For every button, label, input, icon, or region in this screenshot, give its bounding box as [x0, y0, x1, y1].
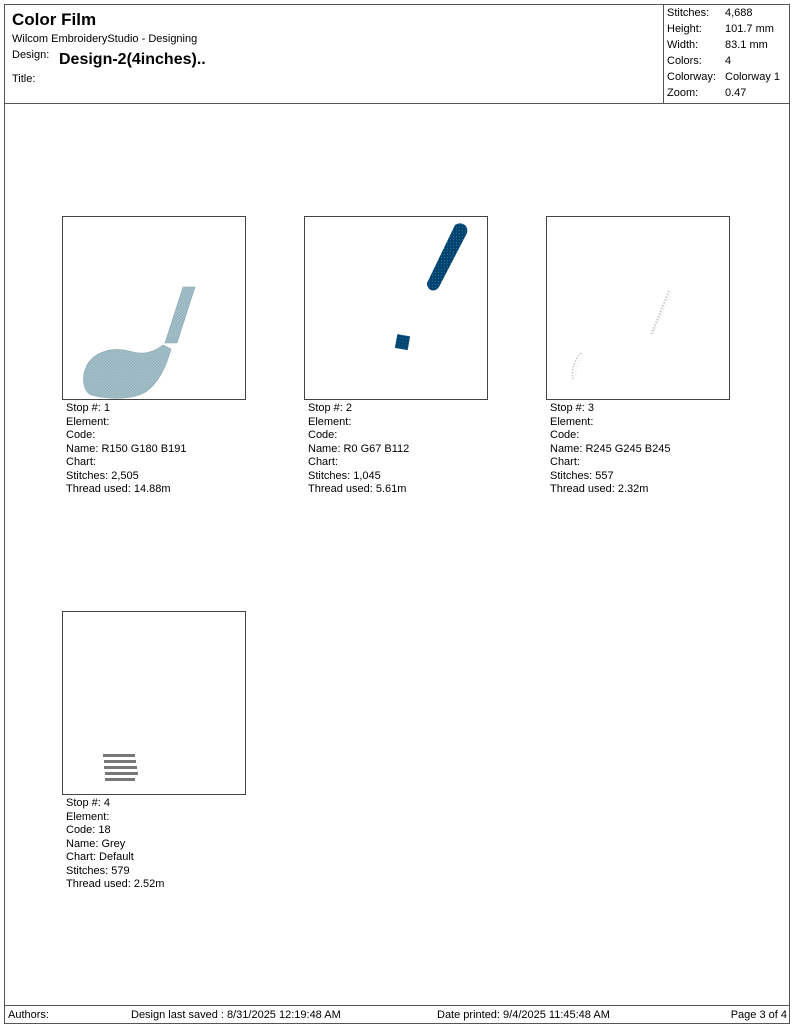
stat-label: Colorway: — [667, 71, 716, 83]
stop-code: Code: 18 — [66, 824, 111, 836]
stat-value: 4 — [725, 55, 732, 67]
last-saved-date: Design last saved : 8/31/2025 12:19:48 AM — [131, 1009, 341, 1021]
stop-element: Element: — [66, 415, 110, 428]
software-name: Wilcom EmbroideryStudio - Designing — [12, 33, 198, 45]
stop-number: Stop #: 4 — [66, 797, 111, 809]
stop-number: Stop #: 3 — [550, 402, 595, 414]
stat-height — [667, 21, 774, 37]
stop-element: Element: — [550, 415, 594, 428]
stat-value: 101.7 mm — [725, 23, 774, 35]
stop-thread-used: Thread used: 2.32m — [550, 483, 649, 495]
stop-stitches: Stitches: 1,045 — [308, 469, 381, 482]
stop-stitches: Stitches: 2,505 — [66, 469, 139, 482]
stop-thread-used: Thread used: 14.88m — [66, 483, 171, 495]
stop-2-preview — [304, 216, 488, 400]
stat-label: Width: — [667, 39, 699, 51]
stop-stitches: Stitches: 557 — [550, 469, 614, 482]
stop-code: Code: — [66, 429, 96, 441]
stop-number: Stop #: 2 — [308, 402, 353, 414]
print-date: Date printed: 9/4/2025 11:45:48 AM — [437, 1009, 610, 1021]
stat-value: 4,688 — [725, 7, 753, 19]
stop-4-preview — [62, 611, 246, 795]
stat-colors — [667, 53, 731, 69]
design-name: Design-2(4inches).. — [59, 51, 206, 68]
stop-chart: Chart: — [66, 456, 96, 468]
stop-1-info — [66, 402, 186, 497]
stop-thread-used: Thread used: 2.52m — [66, 878, 165, 890]
stop-1-preview — [62, 216, 246, 400]
stat-stitches — [667, 5, 753, 21]
stat-label: Zoom: — [667, 87, 699, 99]
stop-3-info — [550, 402, 670, 497]
stop-chart: Chart: — [308, 456, 338, 468]
golf-club-grip-shape — [305, 217, 489, 401]
stat-zoom — [667, 85, 746, 101]
stop-number: Stop #: 1 — [66, 402, 111, 414]
stop-3-preview — [546, 216, 730, 400]
stop-thread-used: Thread used: 5.61m — [308, 483, 407, 495]
stat-value: Colorway 1 — [725, 71, 781, 83]
stop-chart: Chart: — [550, 456, 580, 468]
stat-label: Stitches: — [667, 7, 710, 19]
stop-color-name: Name: Grey — [66, 837, 126, 850]
design-stats-panel — [663, 4, 790, 104]
title-label: Title: — [12, 73, 36, 85]
highlight-stitch-shape — [547, 217, 731, 401]
stop-color-name: Name: R150 G180 B191 — [66, 442, 187, 455]
stop-color-name: Name: R0 G67 B112 — [308, 442, 410, 455]
stop-element: Element: — [308, 415, 352, 428]
stop-stitches: Stitches: 579 — [66, 864, 130, 877]
stop-element: Element: — [66, 810, 110, 823]
authors-label: Authors: — [8, 1009, 49, 1021]
stat-value: 0.47 — [725, 87, 747, 99]
stat-label: Height: — [667, 23, 702, 35]
grooves-stitch-shape — [63, 612, 247, 796]
stop-code: Code: — [308, 429, 338, 441]
page-number: Page 3 of 4 — [730, 1009, 787, 1021]
stat-label: Colors: — [667, 55, 702, 67]
stat-colorway — [667, 69, 780, 85]
stop-code: Code: — [550, 429, 580, 441]
report-title: Color Film — [12, 10, 97, 29]
stat-width — [667, 37, 768, 53]
report-footer — [4, 1005, 790, 1024]
stat-value: 83.1 mm — [725, 39, 768, 51]
stop-4-info — [66, 797, 164, 892]
design-label: Design: — [12, 49, 50, 61]
stop-chart: Chart: Default — [66, 851, 134, 863]
golf-club-head-shape — [63, 217, 247, 401]
stop-2-info — [308, 402, 409, 497]
stop-color-name: Name: R245 G245 B245 — [550, 442, 671, 455]
